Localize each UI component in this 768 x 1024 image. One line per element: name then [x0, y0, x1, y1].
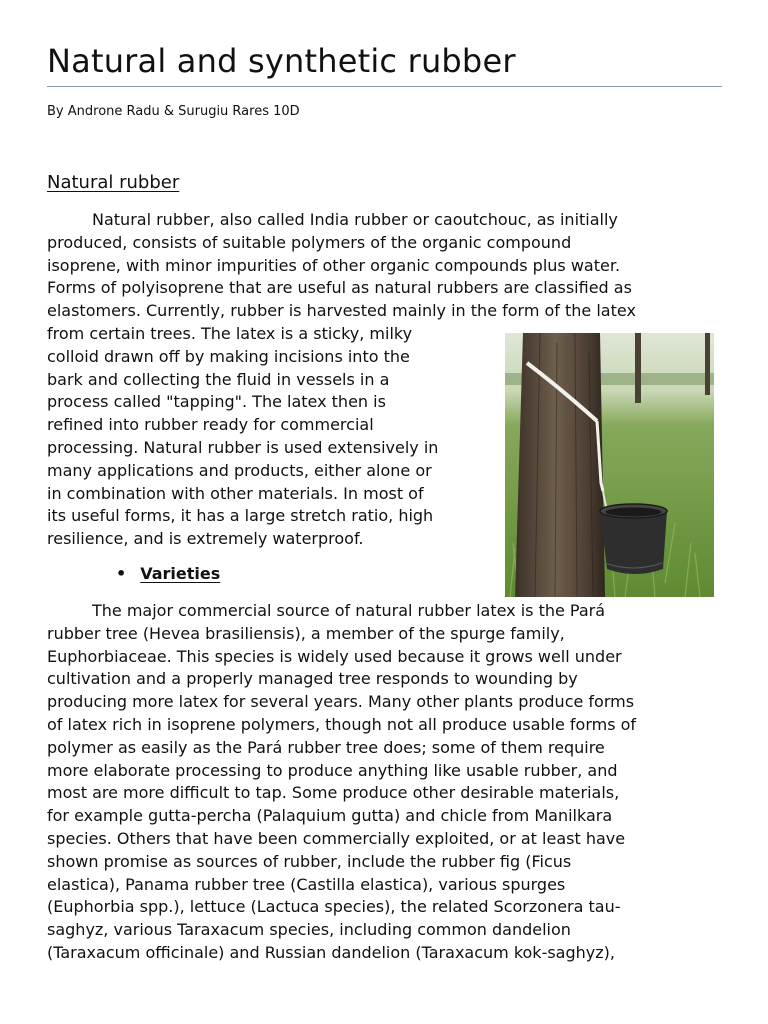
paragraph-line: most are more difficult to tap. Some produce other desirable materials, [47, 783, 620, 803]
paragraph-line: its useful forms, it has a large stretch ratio, high [47, 506, 434, 526]
paragraph-line: producing more latex for several years. Many other plants produce forms [47, 692, 635, 712]
rubber-tree-tapping-photo [505, 333, 714, 597]
paragraph-line: elastica), Panama rubber tree (Castilla elastica), various spurges [47, 874, 566, 894]
paragraph-line: for example gutta-percha (Palaquium gutta) and chicle from Manilkara [47, 806, 613, 826]
paragraph-line: produced, consists of suitable polymers of the organic compound [47, 232, 572, 252]
paragraph-line: many applications and products, either alone or [47, 460, 432, 480]
bullet-varieties [116, 564, 220, 583]
paragraph-line: more elaborate processing to produce anything like usable rubber, and [47, 760, 618, 780]
paragraph-line: from certain trees. The latex is a sticky, milky [47, 323, 413, 343]
paragraph-line: resilience, and is extremely waterproof. [47, 529, 364, 549]
paragraph-line: rubber tree (Hevea brasiliensis), a member of the spurge family, [47, 623, 565, 643]
title-underline-rule [47, 86, 722, 87]
paragraph-line: (Taraxacum officinale) and Russian dandelion (Taraxacum kok-saghyz), [47, 942, 615, 962]
paragraph-varieties [47, 600, 721, 965]
paragraph-line: polymer as easily as the Pará rubber tree does; some of them require [47, 737, 605, 757]
paragraph-line: refined into rubber ready for commercial [47, 415, 374, 435]
paragraph-line: process called "tapping". The latex then is [47, 392, 386, 412]
paragraph-line: saghyz, various Taraxacum species, including common dandelion [47, 920, 571, 940]
paragraph-line: shown promise as sources of rubber, include the rubber fig (Ficus [47, 851, 572, 871]
paragraph-line: processing. Natural rubber is used extensively in [47, 437, 439, 457]
paragraph-line: elastomers. Currently, rubber is harvested mainly in the form of the latex [47, 301, 636, 321]
paragraph-line: colloid drawn off by making incisions into the [47, 346, 410, 366]
paragraph-line: of latex rich in isoprene polymers, though not all produce usable forms of [47, 714, 637, 734]
section-heading-natural-rubber: Natural rubber [47, 172, 180, 193]
bullet-label: Varieties [140, 564, 221, 583]
paragraph-line: bark and collecting the fluid in vessels in a [47, 369, 390, 389]
paragraph-line: (Euphorbia spp.), lettuce (Lactuca species), the related Scorzonera tau- [47, 897, 621, 917]
paragraph-line: The major commercial source of natural rubber latex is the Pará [92, 601, 606, 620]
document-title: Natural and synthetic rubber [47, 42, 516, 80]
paragraph-line: Forms of polyisoprene that are useful as natural rubbers are classified as [47, 278, 632, 298]
paragraph-line: isoprene, with minor impurities of other organic compounds plus water. [47, 255, 621, 275]
paragraph-line: Natural rubber, also called India rubber or caoutchouc, as initially [92, 210, 618, 229]
paragraph-line: cultivation and a properly managed tree responds to wounding by [47, 669, 578, 689]
paragraph-line: species. Others that have been commercially exploited, or at least have [47, 828, 626, 848]
paragraph-line: in combination with other materials. In most of [47, 483, 424, 503]
byline: By Androne Radu & Surugiu Rares 10D [47, 104, 300, 119]
paragraph-line: Euphorbiaceae. This species is widely used because it grows well under [47, 646, 622, 666]
bullet-dot: • [116, 564, 127, 583]
